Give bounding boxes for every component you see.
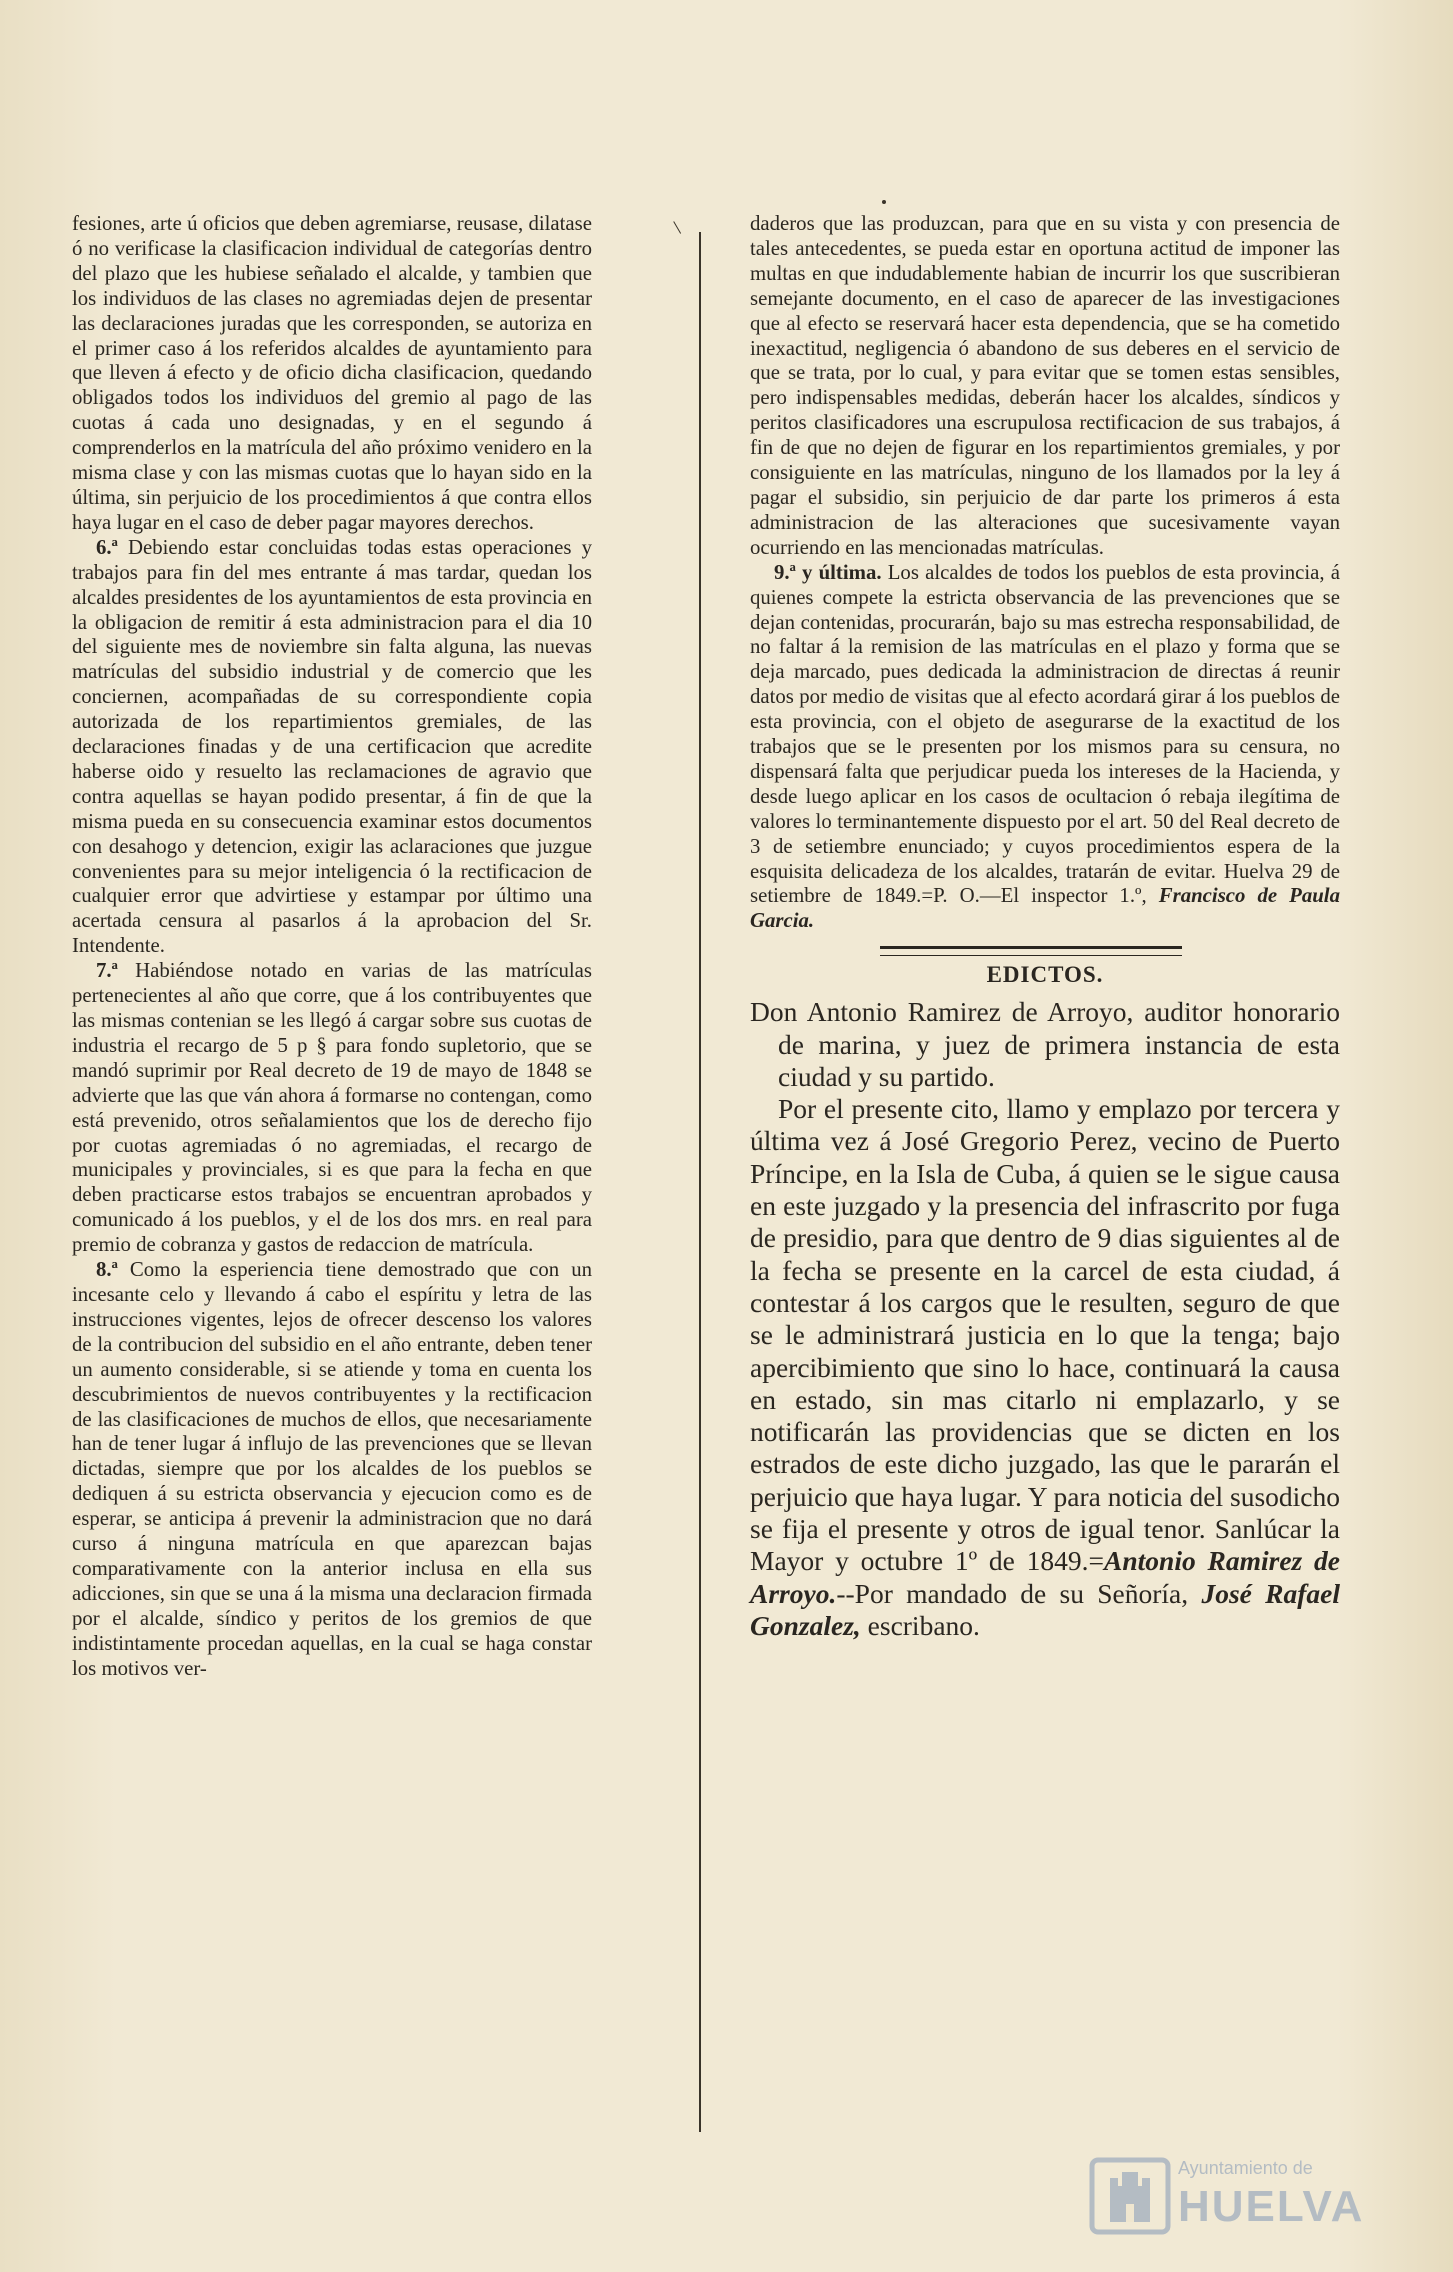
archive-watermark	[1088, 2156, 1388, 2236]
article-number: 6.ª	[96, 535, 118, 559]
column-rule-mark	[673, 216, 690, 234]
article-number: 7.ª	[96, 959, 118, 983]
article-text: Los alcaldes de todos los pueblos de esta provincia, á quienes compete la estricta observancia de las prevenciones que se dejan contenidas, procurarán, bajo su mas estrecha responsabilidad, de no faltar á la remision de las matrículas en el plazo y forma que se deja marcado, pues dedicada la administracion de directas á reunir datos por medio de visitas que al efecto acordará girar á los pueblos de esta provincia, con el objeto de asegurarse de la exactitud de los trabajos que se le presenten por los mismos para su censura, no dispensará falta que perjudicar pueda los intereses de la Hacienda, y desde luego aplicar en los casos de ocultacion ó rebaja ilegítima de valores lo terminantemente dispuesto por el art. 50 del Real decreto de 3 de setiembre enunciado; y cuyos procedimientos espera de la esquisita delicadeza de los alcaldes, tratarán de evitar. Huelva 29 de setiembre de 1849.=P. O.—El inspector 1.º,	[750, 560, 1340, 908]
article-text: Como la esperiencia tiene demostrado que con un incesante celo y llevando á cabo el espíritu y letra de las instrucciones vigentes, lejos de ofrecer descenso los valores de la contribucion del subsidio en el año entrante, deben tener un aumento considerable, si se atiende y toma en cuenta los descubrimientos de nuevos contribuyentes y la rectificacion de las clasificaciones de muchos de ellos, que necesariamente han de tener lugar á influjo de las prevenciones que se llevan dictadas, siempre que por los alcaldes de los pueblos se dediquen á su estricta observancia y ejecucion como es de esperar, se anticipa á prevenir la administracion que no dará curso á ninguna matrícula en que aparezcan bajas comparativamente con la anterior inclusa en ella sus adicciones, sin que se una á la misma una declaracion firmada por el alcalde, síndico y peritos de los gremios de que indistintamente procedan aquellas, en la cual se haga constar los motivos ver-	[72, 1258, 592, 1680]
edict-text-end: escribano.	[867, 1609, 980, 1641]
article-text: Habiéndose notado en varias de las matrículas pertenecientes al año que corre, que á los contribuyentes que las mismas contenian se les llegó á cargar sobre sus cuotas de industria el recargo de 5 p § para fondo supletorio, que se mandó suprimir por Real decreto de 19 de mayo de 1848 se advierte que las que ván ahora á formarse no contengan, como está prevenido, otros señalamientos que los de derecho fijo por cuotas agremiadas ó no agremiadas, el recargo de municipales y provinciales, si es que para la fecha en que deben practicarse estos trabajos se encuentran aprobados y comunicado á los pueblos, y el de los dos mrs. en real para premio de cobranza y gastos de redaccion de matrícula.	[72, 959, 592, 1257]
edict-heading: Don Antonio Ramirez de Arroyo, auditor honorario de marina, y juez de primera instancia de esta ciudad y su partido.	[750, 996, 1340, 1092]
paragraph-continuation: daderos que las produzcan, para que en su vista y con presencia de tales antecedentes, se pueda estar en oportuna actitud de imponer las multas en que indudablemente habian de incurrir los que suscribieran semejante documento, en el caso de aparecer de las investigaciones que al efecto se reservará hacer esta dependencia, que se ha cometido inexactitud, negligencia ó abandono de sus deberes en el servicio de que se trata, por lo cual, y para evitar que se tomen estas sensibles, pero indispensables medidas, deberán hacer los alcaldes, síndicos y peritos clasificadores una escrupulosa rectificacion de sus trabajos, á fin de que no dejen de figurar en los repartimientos gremiales, y por consiguiente en las matrículas, ninguno de los llamados por la ley á pagar el subsidio, sin perjuicio de dar parte los primeros á esta administracion de las alteraciones que sucesivamente vayan ocurriendo en las mencionadas matrículas.	[750, 212, 1340, 559]
left-column	[72, 212, 592, 1681]
article-8	[72, 1258, 592, 1681]
castle-crest-icon	[1088, 2156, 1172, 2236]
section-title: EDICTOS.	[986, 962, 1104, 988]
signature-name: Francisco de Paula Garcia.	[750, 884, 1340, 933]
watermark-line2: HUELVA	[1178, 2182, 1365, 2231]
paragraph-continuation: fesiones, arte ú oficios que deben agremiarse, reusase, dilatase ó no verificase la clasificacion individual de categorías dentro del plazo que les hubiese señalado el alcalde, y tambien que los individuos de las clases no agremiadas dejen de presentar las declaraciones juradas que les corresponden, se autoriza en el primer caso á los referidos alcaldes de ayuntamiento para que lleven á efecto y de oficio dicha clasificacion, quedando obligados todos los individuos del gremio al pago de las cuotas á cada uno designadas, y en el segundo á comprenderlos en la matrícula del año próximo venidero en la misma clase y con las mismas cuotas que lo hayan sido en la última, sin perjuicio de los procedimientos á que contra ellos haya lugar en el caso de deber pagar mayores derechos.	[72, 212, 592, 534]
article-9	[750, 561, 1340, 935]
signature-clerk: José Rafael Gonzalez,	[750, 1577, 1341, 1641]
watermark-line1: Ayuntamiento de	[1178, 2158, 1313, 2178]
article-number: 8.ª	[96, 1258, 118, 1282]
article-text: Debiendo estar concluidas todas estas operaciones y trabajos para fin del mes entrante á mas tardar, quedan los alcaldes presidentes de los ayuntamientos de esta provincia en la obligacion de remitir á esta administracion para el dia 10 del siguiente mes de noviembre sin falta alguna, las nuevas matrículas del subsidio industrial y de comercio que les conciernen, acompañadas de su correspondiente copia autorizada de los repartimientos gremiales, de las declaraciones finadas y de una certificacion que acredite haberse oido y resuelto las reclamaciones de agravio que contra aquellas se hayan podido presentar, á fin de que la misma pueda en su consecuencia examinar estos documentos con desahogo y detencion, exigir las aclaraciones que juzgue convenientes para su mejor inteligencia ó la rectificacion de cualquier error que advirtiese y estampar por último una acertada censura al pasarlos á la aprobacion del Sr. Intendente.	[72, 535, 592, 958]
column-rule	[699, 232, 701, 2132]
section-divider	[880, 946, 1182, 956]
right-column	[750, 212, 1340, 1642]
signature-judge: Antonio Ramirez de Arroyo.	[750, 1545, 1340, 1609]
edict-text-mid: --Por mandado de su Señoría,	[836, 1577, 1189, 1609]
article-number: 9.ª y última.	[774, 560, 882, 584]
article-7	[72, 959, 592, 1258]
edict-text: Por el presente cito, llamo y emplazo por tercera y última vez á José Gregorio Perez, vecino de Puerto Príncipe, en la Isla de Cuba, á quien se le sigue causa en este juzgado y la presencia del infrascrito por fuga de presidio, para que dentro de 9 dias siguientes al de la fecha se presente en la carcel de esta ciudad, á contestar á los cargos que le resulten, seguro de que se le administrará justicia en lo que la tenga; bajo apercibimiento que sino lo hace, continuará la causa en estado, sin mas citarlo ni emplazarlo, y se notificarán las providencias que se dicten en los estrados de este dicho juzgado, las que le pararán el perjuicio que haya lugar. Y para noticia del susodicho se fija el presente y otros de igual tenor. Sanlúcar la Mayor y octubre 1º de 1849.=	[750, 1093, 1340, 1577]
ink-dot	[882, 200, 886, 204]
edict-body	[750, 1093, 1340, 1642]
article-6	[72, 536, 592, 959]
